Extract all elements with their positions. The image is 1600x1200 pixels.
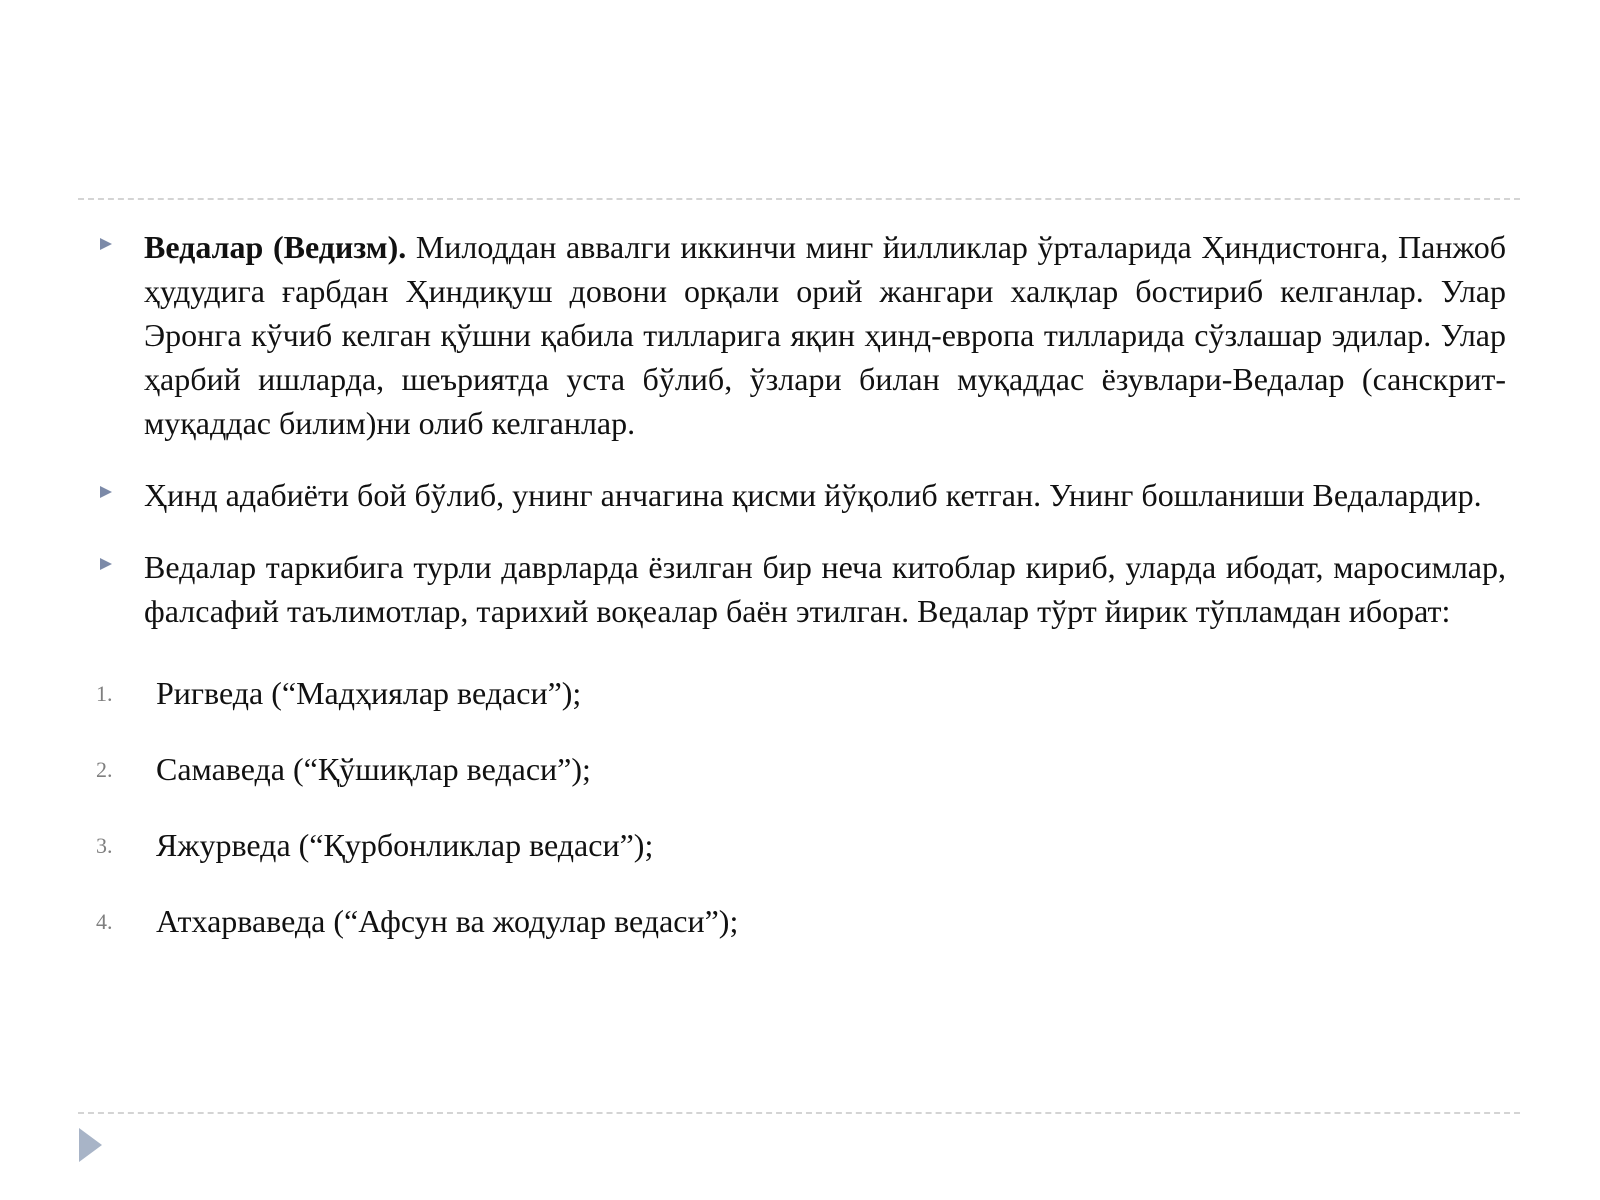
bottom-divider (78, 1112, 1520, 1114)
list-number: 4. (96, 909, 113, 934)
numbered-item (96, 823, 1506, 867)
list-number: 2. (96, 757, 113, 782)
list-item-text: Ригведа (“Мадҳиялар ведаси”); (156, 675, 582, 711)
slide-content (96, 225, 1506, 975)
bullet-item (96, 545, 1506, 633)
bullet-paragraph (144, 225, 1506, 445)
next-slide-arrow-icon[interactable] (79, 1128, 102, 1162)
list-item-text: Самаведа (“Қўшиқлар ведаси”); (156, 751, 591, 787)
triangle-bullet-icon (100, 558, 112, 570)
top-divider (78, 198, 1520, 200)
bullet-lead: Ведалар (Ведизм). (144, 229, 407, 265)
bullet-item (96, 225, 1506, 445)
bullet-paragraph: Ведалар таркибига турли даврларда ёзилган бир неча китоблар кириб, уларда ибодат, маросимлар, фалсафий таълимотлар, тарихий воқеалар баён этилган. Ведалар тўрт йирик тўпламдан иборат: (144, 549, 1506, 629)
bullet-item (96, 473, 1506, 517)
list-number: 3. (96, 833, 113, 858)
numbered-item (96, 671, 1506, 715)
bullet-text: Милоддан аввалги иккинчи минг йилликлар ўрталарида Ҳиндистонга, Панжоб ҳудудига ғарбдан Ҳиндиқуш довони орқали орий жангари халқлар бостириб келганлар. Улар Эронга кўчиб келган қўшни қабила тилларига яқин ҳинд-европа тилларида сўзлашар эдилар. Улар ҳарбий ишларда, шеъриятда уста бўлиб, ўзлари билан муқаддас ёзувлари-Ведалар (санскрит-муқаддас билим)ни олиб келганлар. (144, 229, 1507, 441)
triangle-bullet-icon (100, 238, 112, 250)
list-item-text: Яжурведа (“Қурбонликлар ведаси”); (156, 827, 654, 863)
bullet-paragraph: Ҳинд адабиёти бой бўлиб, унинг анчагина қисми йўқолиб кетган. Унинг бошланиши Ведалардир. (144, 477, 1482, 513)
numbered-item (96, 899, 1506, 943)
list-item-text: Атхарваведа (“Афсун ва жодулар ведаси”); (156, 903, 739, 939)
list-number: 1. (96, 681, 113, 706)
triangle-bullet-icon (100, 486, 112, 498)
numbered-item (96, 747, 1506, 791)
